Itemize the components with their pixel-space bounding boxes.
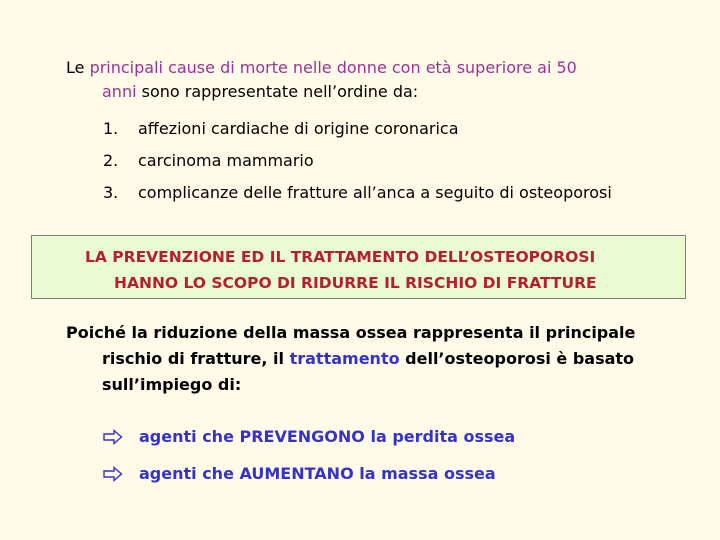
para-line-2 bbox=[66, 346, 686, 372]
para-line-2c: dell’osteoporosi è basato bbox=[399, 349, 635, 368]
list-number: 3. bbox=[103, 183, 119, 202]
list-text: complicanze delle fratture all’anca a seguito di osteoporosi bbox=[138, 183, 612, 202]
intro-highlight-anni: anni bbox=[102, 82, 137, 101]
causes-list bbox=[103, 119, 612, 215]
list-item bbox=[103, 151, 612, 183]
box-line-2: HANNO LO SCOPO DI RIDURRE IL RISCHIO DI FRATTURE bbox=[114, 274, 597, 292]
list-number: 1. bbox=[103, 119, 119, 138]
arrow-right-icon bbox=[103, 466, 123, 482]
intro-word-le: Le bbox=[66, 58, 90, 77]
arrow-right-icon bbox=[103, 429, 123, 445]
highlight-box bbox=[31, 235, 686, 299]
intro-line2 bbox=[66, 80, 666, 104]
intro-rest: sono rappresentate nell’ordine da: bbox=[136, 82, 419, 101]
agent-text: agenti che PREVENGONO la perdita ossea bbox=[139, 427, 516, 446]
intro-text bbox=[66, 56, 666, 104]
para-line-1: Poiché la riduzione della massa ossea rappresenta il principale bbox=[66, 323, 636, 342]
list-item bbox=[103, 418, 515, 455]
para-line-3: sull’impiego di: bbox=[102, 375, 242, 394]
list-item bbox=[103, 455, 515, 492]
list-text: carcinoma mammario bbox=[138, 151, 314, 170]
treatment-paragraph bbox=[66, 320, 686, 398]
list-item bbox=[103, 119, 612, 151]
agent-text: agenti che AUMENTANO la massa ossea bbox=[139, 464, 496, 483]
box-line-1: LA PREVENZIONE ED IL TRATTAMENTO DELL’OSTEOPOROSI bbox=[85, 248, 596, 266]
list-text: affezioni cardiache di origine coronarica bbox=[138, 119, 459, 138]
agents-list bbox=[103, 418, 515, 492]
list-item bbox=[103, 183, 612, 215]
para-highlight-trattamento: trattamento bbox=[289, 349, 400, 368]
intro-highlight: principali cause di morte nelle donne con età superiore ai 50 bbox=[89, 58, 577, 77]
para-line-2a: rischio di fratture, il bbox=[102, 349, 290, 368]
list-number: 2. bbox=[103, 151, 119, 170]
